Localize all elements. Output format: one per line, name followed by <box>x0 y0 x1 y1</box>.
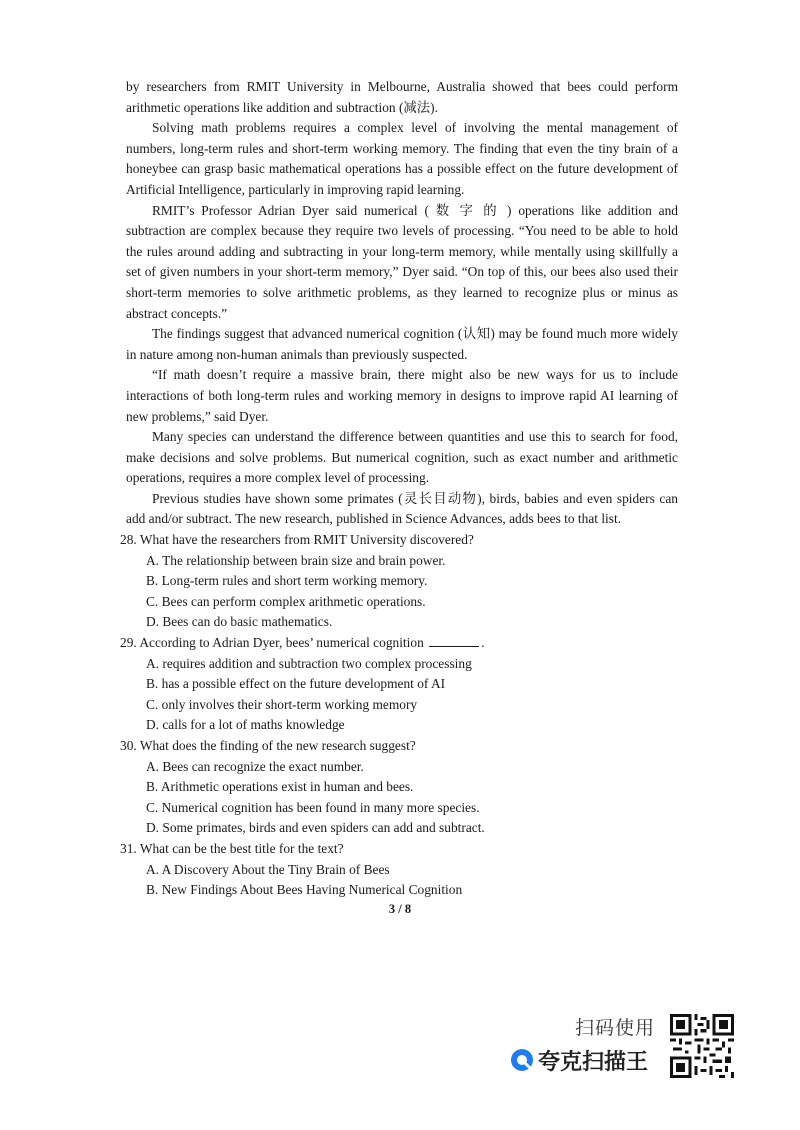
option-b: B. Long-term rules and short term working memory. <box>146 573 428 589</box>
option-a: A. A Discovery About the Tiny Brain of Bees <box>146 861 390 877</box>
scan-caption: 扫码使用 <box>575 1017 656 1039</box>
passage-paragraph-7: Previous studies have shown some primates (灵长目动物), birds, babies and even spiders can add and/or subtract. The new research, published in Science Advances, adds bees to that list. <box>126 490 678 527</box>
option-b: B. New Findings About Bees Having Numerical Cognition <box>146 882 463 898</box>
question-31 <box>120 839 678 901</box>
option-d: D. Some primates, birds and even spiders can add and subtract. <box>146 820 485 836</box>
question-29 <box>120 633 678 736</box>
option-d: D. calls for a lot of maths knowledge <box>146 717 345 733</box>
option-b: B. has a possible effect on the future development of AI <box>146 676 446 692</box>
passage-paragraph-3: RMIT’s Professor Adrian Dyer said numerical ( 数 字 的 ) operations like addition and subtraction are complex because they require two levels of processing. “You need to be able to hold the rules around adding and subtracting in your long-term memory, while mentally using skillfully a set of given numbers in your short-term memory,” Dyer said. “On top of this, our bees also used their short-term memories to solve arithmetic problems, as they learned to recognize plus or minus as abstract concepts.” <box>126 202 678 321</box>
options-list <box>126 757 678 839</box>
passage-paragraph-5: “If math doesn’t require a massive brain, there might also be new ways for us to include interactions of both long-term rules and working memory in designs to improve rapid AI learning of new problems,” said Dyer. <box>126 367 678 424</box>
passage-paragraph-1: by researchers from RMIT University in Melbourne, Australia showed that bees could perform arithmetic operations like addition and subtraction (减法). <box>126 79 678 115</box>
answer-blank <box>429 634 479 647</box>
option-c: C. only involves their short-term working memory <box>146 696 418 712</box>
question-stem: 29. According to Adrian Dyer, bees’ numerical cognition <box>120 635 424 651</box>
scanner-watermark <box>510 1010 740 1080</box>
option-b: B. Arithmetic operations exist in human and bees. <box>146 779 414 795</box>
passage-paragraph-6: Many species can understand the difference between quantities and use this to search for food, make decisions and solve problems. But numerical cognition, such as exact number and arithmetic operations, requires a more complex level of processing. <box>126 429 678 486</box>
question-stem: 30. What does the finding of the new research suggest? <box>120 738 416 753</box>
page-number: 3 / 8 <box>388 902 412 916</box>
option-d: D. Bees can do basic mathematics. <box>146 614 333 630</box>
question-28 <box>120 530 678 633</box>
question-stem-end: . <box>481 635 485 651</box>
option-a: A. The relationship between brain size and brain power. <box>146 552 446 568</box>
option-a: A. Bees can recognize the exact number. <box>146 758 364 774</box>
options-list <box>126 654 678 736</box>
question-stem: 28. What have the researchers from RMIT University discovered? <box>120 532 474 548</box>
options-list <box>126 551 678 633</box>
quark-logo-icon <box>510 1048 534 1072</box>
question-stem: 31. What can be the best title for the text? <box>120 840 344 856</box>
option-c: C. Bees can perform complex arithmetic operations. <box>146 593 426 609</box>
question-stem-line <box>120 633 678 654</box>
options-list <box>126 860 678 901</box>
passage-paragraph-4: The findings suggest that advanced numerical cognition (认知) may be found much more widely in nature among non-human animals than previously suspected. <box>126 326 678 362</box>
reading-passage <box>120 77 678 901</box>
question-30 <box>120 736 678 839</box>
option-a: A. requires addition and subtraction two complex processing <box>146 655 472 671</box>
option-c: C. Numerical cognition has been found in many more species. <box>146 799 480 815</box>
passage-paragraph-2: Solving math problems requires a complex level of involving the mental management of numbers, long-term rules and short-term working memory. The finding that even the tiny brain of a honeybee can grasp basic mathematical operations has a possible effect on the future development of Artificial Intelligence, particularly in improving rapid learning. <box>126 120 678 197</box>
qr-code-icon[interactable] <box>670 1014 734 1078</box>
scan-brand: 夸克扫描王 <box>538 1050 649 1075</box>
